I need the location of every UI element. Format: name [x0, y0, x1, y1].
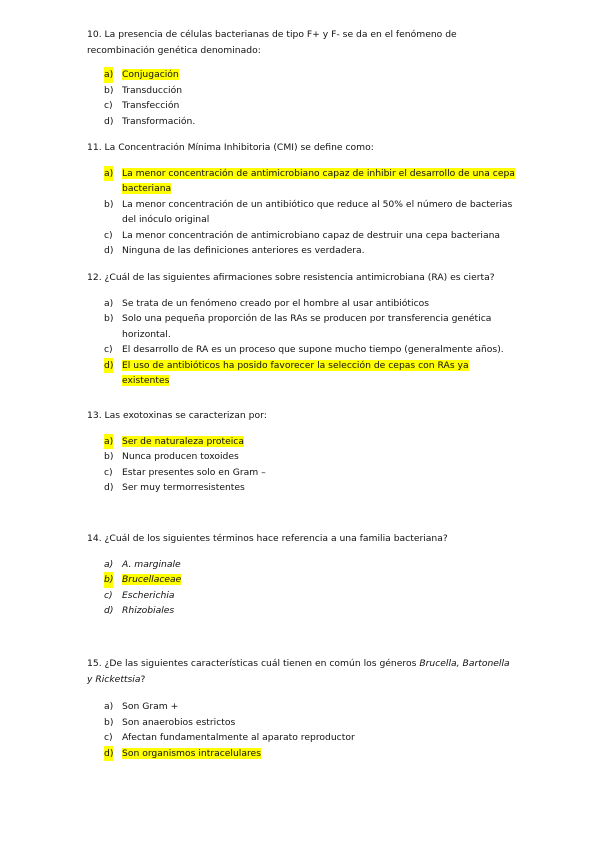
option-d	[87, 746, 517, 762]
option-letter: a)	[104, 558, 114, 570]
option-text: Transformación.	[122, 115, 196, 127]
option-letter: c)	[104, 229, 113, 241]
question-13	[87, 408, 517, 496]
option-c	[87, 98, 517, 114]
option-letter: c)	[104, 589, 113, 601]
option-letter: d)	[104, 746, 113, 762]
option-c	[87, 730, 517, 746]
option-text: La menor concentración de antimicrobiano capaz de inhibir el desarrollo de una cepa bacteriana	[122, 167, 515, 194]
option-b	[87, 715, 517, 731]
option-letter: a)	[104, 434, 113, 450]
option-b	[87, 572, 517, 588]
option-text: El desarrollo de RA es un proceso que supone mucho tiempo (generalmente años).	[122, 344, 504, 355]
option-a	[87, 296, 517, 312]
option-c	[87, 465, 517, 481]
option-letter: c)	[104, 100, 113, 111]
option-text: A. marginale	[122, 558, 181, 570]
option-text: Ninguna de las definiciones anteriores es verdadera.	[122, 245, 365, 256]
option-text: Ser de naturaleza proteica	[122, 435, 244, 447]
option-d	[87, 603, 517, 619]
option-letter: a)	[104, 701, 114, 712]
question-10	[87, 27, 517, 129]
option-text: Rhizobiales	[122, 605, 175, 616]
question-stem-text: 15. ¿De las siguientes características cuál tienen en común los géneros	[87, 658, 420, 669]
option-text: Solo una pequeña proporción de las RAs se producen por transferencia genética horizontal.	[122, 313, 492, 340]
option-d	[87, 114, 517, 130]
question-15	[87, 656, 517, 761]
question-stem: 11. La Concentración Mínima Inhibitoria (CMI) se define como:	[87, 142, 374, 153]
option-c	[87, 588, 517, 604]
option-a	[87, 166, 517, 197]
option-letter: a)	[104, 67, 113, 83]
option-text: Afectan fundamentalmente al aparato reproductor	[122, 732, 355, 743]
genera-names: Brucella, Bartonella y Rickettsia	[87, 658, 510, 685]
question-stem: 10. La presencia de células bacterianas de tipo F+ y F- se da en el fenómeno de recombinación genética denominado:	[87, 29, 457, 56]
option-letter: b)	[104, 313, 114, 324]
option-letter: a)	[104, 297, 114, 309]
option-text: Son anaerobios estrictos	[122, 716, 236, 728]
option-letter: c)	[104, 732, 113, 743]
question-stem-end: ?	[140, 673, 146, 685]
option-letter: d)	[104, 115, 114, 127]
option-letter: c)	[104, 344, 113, 355]
option-letter: b)	[104, 198, 114, 210]
question-11	[87, 140, 517, 259]
option-c	[87, 228, 517, 244]
option-letter: b)	[104, 572, 113, 588]
question-stem: 13. Las exotoxinas se caracterizan por:	[87, 410, 267, 421]
option-d	[87, 243, 517, 259]
option-b	[87, 197, 517, 228]
option-text: Transfección	[122, 100, 180, 111]
option-d	[87, 480, 517, 496]
question-stem: 12. ¿Cuál de las siguientes afirmaciones sobre resistencia antimicrobiana (RA) es cierta?	[87, 272, 495, 283]
option-d	[87, 358, 517, 389]
option-letter: b)	[104, 716, 114, 728]
option-list	[87, 557, 517, 619]
option-text: Transducción	[122, 84, 183, 96]
option-text: Conjugación	[122, 69, 179, 80]
option-a	[87, 434, 517, 450]
option-letter: d)	[104, 245, 114, 256]
option-letter: a)	[104, 166, 113, 182]
option-text: El uso de antibióticos ha posido favorecer la selección de cepas con RAs ya existentes	[122, 359, 469, 386]
question-14	[87, 531, 517, 619]
option-a	[87, 67, 517, 83]
option-a	[87, 699, 517, 715]
option-b	[87, 83, 517, 99]
option-text: Estar presentes solo en Gram –	[122, 466, 266, 478]
question-stem	[87, 656, 517, 687]
option-letter: b)	[104, 451, 114, 462]
option-letter: d)	[104, 605, 114, 616]
option-letter: c)	[104, 466, 113, 478]
option-text: Se trata de un fenómeno creado por el hombre al usar antibióticos	[122, 297, 430, 309]
option-text: La menor concentración de un antibiótico que reduce al 50% el número de bacterias del inóculo original	[122, 198, 513, 225]
option-list	[87, 166, 517, 259]
option-list	[87, 67, 517, 129]
option-text: Son organismos intracelulares	[122, 747, 261, 759]
option-text: La menor concentración de antimicrobiano capaz de destruir una cepa bacteriana	[122, 229, 501, 241]
option-c	[87, 342, 517, 358]
option-list	[87, 699, 517, 761]
option-text: Son Gram +	[122, 701, 179, 712]
option-letter: b)	[104, 84, 114, 96]
option-text: Nunca producen toxoides	[122, 451, 239, 462]
option-text: Brucellaceae	[122, 574, 182, 585]
question-12	[87, 270, 517, 389]
option-text: Escherichia	[122, 589, 175, 601]
option-b	[87, 449, 517, 465]
question-stem: 14. ¿Cuál de los siguientes términos hace referencia a una familia bacteriana?	[87, 533, 448, 544]
option-b	[87, 311, 517, 342]
option-list	[87, 296, 517, 389]
option-list	[87, 434, 517, 496]
option-a	[87, 557, 517, 573]
option-letter: d)	[104, 358, 113, 374]
option-text: Ser muy termorresistentes	[122, 482, 245, 493]
option-letter: d)	[104, 482, 114, 493]
